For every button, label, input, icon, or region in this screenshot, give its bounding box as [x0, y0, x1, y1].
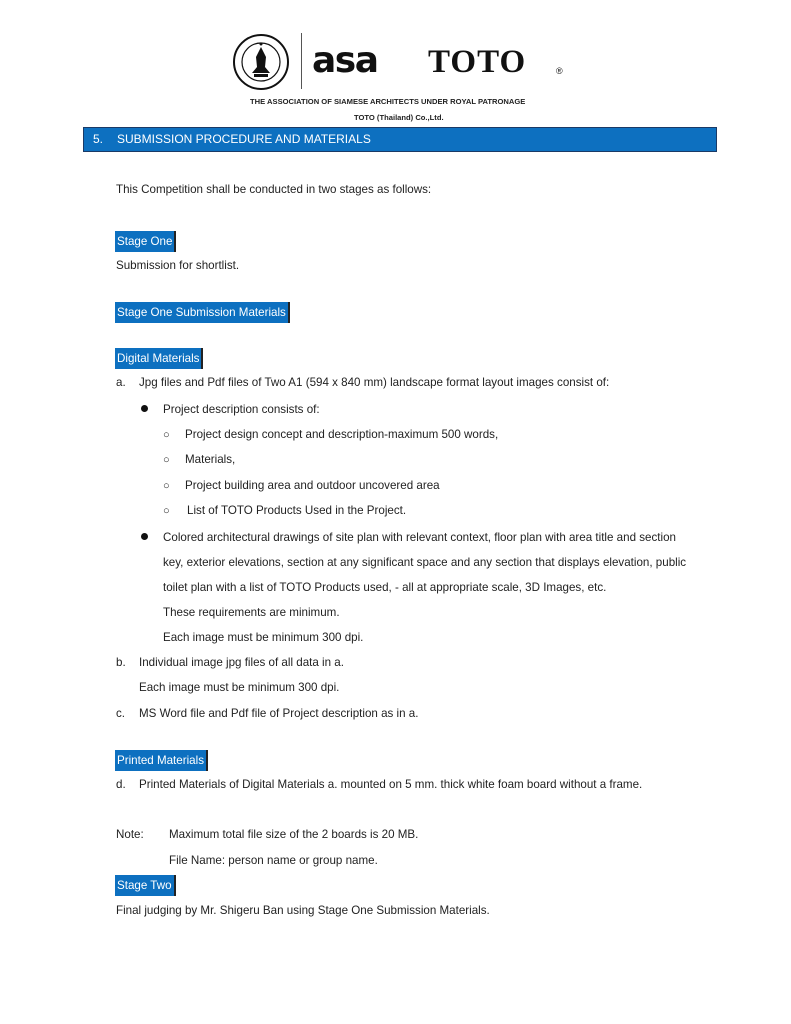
- item-d-text: Printed Materials of Digital Materials a. mounted on 5 mm. thick white foam board without a frame.: [139, 778, 643, 791]
- stage-one-text: Submission for shortlist.: [116, 259, 240, 272]
- stage-one-label: Stage One: [115, 231, 176, 252]
- bullet-project-description: Project description consists of:: [163, 403, 320, 416]
- asa-seal-logo: [232, 33, 290, 91]
- item-a-text: Jpg files and Pdf files of Two A1 (594 x 840 mm) landscape format layout images consist of:: [139, 376, 610, 389]
- item-b-marker: b.: [116, 656, 126, 669]
- drawings-line: key, exterior elevations, section at any significant space and any section that displays elevation, public: [163, 556, 687, 569]
- section-title: SUBMISSION PROCEDURE AND MATERIALS: [117, 132, 371, 146]
- sub-item: Project design concept and description-maximum 500 words,: [185, 428, 499, 441]
- circle-bullet-icon: ○: [163, 505, 170, 517]
- stage-two-label: Stage Two: [115, 875, 176, 896]
- item-d-marker: d.: [116, 778, 126, 791]
- bullet-icon: [141, 533, 148, 540]
- item-c-marker: c.: [116, 707, 126, 720]
- item-c-text: MS Word file and Pdf file of Project description as in a.: [139, 707, 419, 720]
- drawings-line: Each image must be minimum 300 dpi.: [163, 631, 364, 644]
- org-name-line1: THE ASSOCIATION OF SIAMESE ARCHITECTS UNDER ROYAL PATRONAGE: [250, 97, 526, 106]
- sub-item: List of TOTO Products Used in the Project.: [187, 504, 407, 517]
- drawings-line: Colored architectural drawings of site plan with relevant context, floor plan with area title and section: [163, 531, 676, 544]
- asa-wordmark: asa: [312, 40, 378, 81]
- drawings-line: These requirements are minimum.: [163, 606, 340, 619]
- circle-bullet-icon: ○: [163, 429, 170, 441]
- bullet-icon: [141, 405, 148, 412]
- note-line1: Maximum total file size of the 2 boards is 20 MB.: [169, 828, 419, 841]
- stage-two-text: Final judging by Mr. Shigeru Ban using Stage One Submission Materials.: [116, 904, 490, 917]
- item-a-marker: a.: [116, 376, 126, 389]
- registered-mark: ®: [556, 66, 563, 76]
- note-line2: File Name: person name or group name.: [169, 854, 378, 867]
- sub-item: Materials,: [185, 453, 236, 466]
- toto-wordmark: TOTO: [428, 44, 527, 80]
- item-b-text: Individual image jpg files of all data in a.: [139, 656, 344, 669]
- digital-materials-label: Digital Materials: [115, 348, 203, 369]
- intro-text: This Competition shall be conducted in two stages as follows:: [116, 183, 432, 196]
- printed-materials-label: Printed Materials: [115, 750, 208, 771]
- org-name-line2: TOTO (Thailand) Co.,Ltd.: [354, 113, 444, 122]
- logo-divider: [301, 33, 302, 89]
- section-number: 5.: [93, 132, 104, 146]
- section-heading: [83, 127, 717, 152]
- circle-bullet-icon: ○: [163, 454, 170, 466]
- drawings-line: toilet plan with a list of TOTO Products used, - all at appropriate scale, 3D Images, etc.: [163, 581, 607, 594]
- sub-item: Project building area and outdoor uncovered area: [185, 479, 440, 492]
- item-b-text2: Each image must be minimum 300 dpi.: [139, 681, 340, 694]
- circle-bullet-icon: ○: [163, 480, 170, 492]
- header: [0, 0, 791, 125]
- note-label: Note:: [116, 828, 144, 841]
- stage-one-materials-label: Stage One Submission Materials: [115, 302, 290, 323]
